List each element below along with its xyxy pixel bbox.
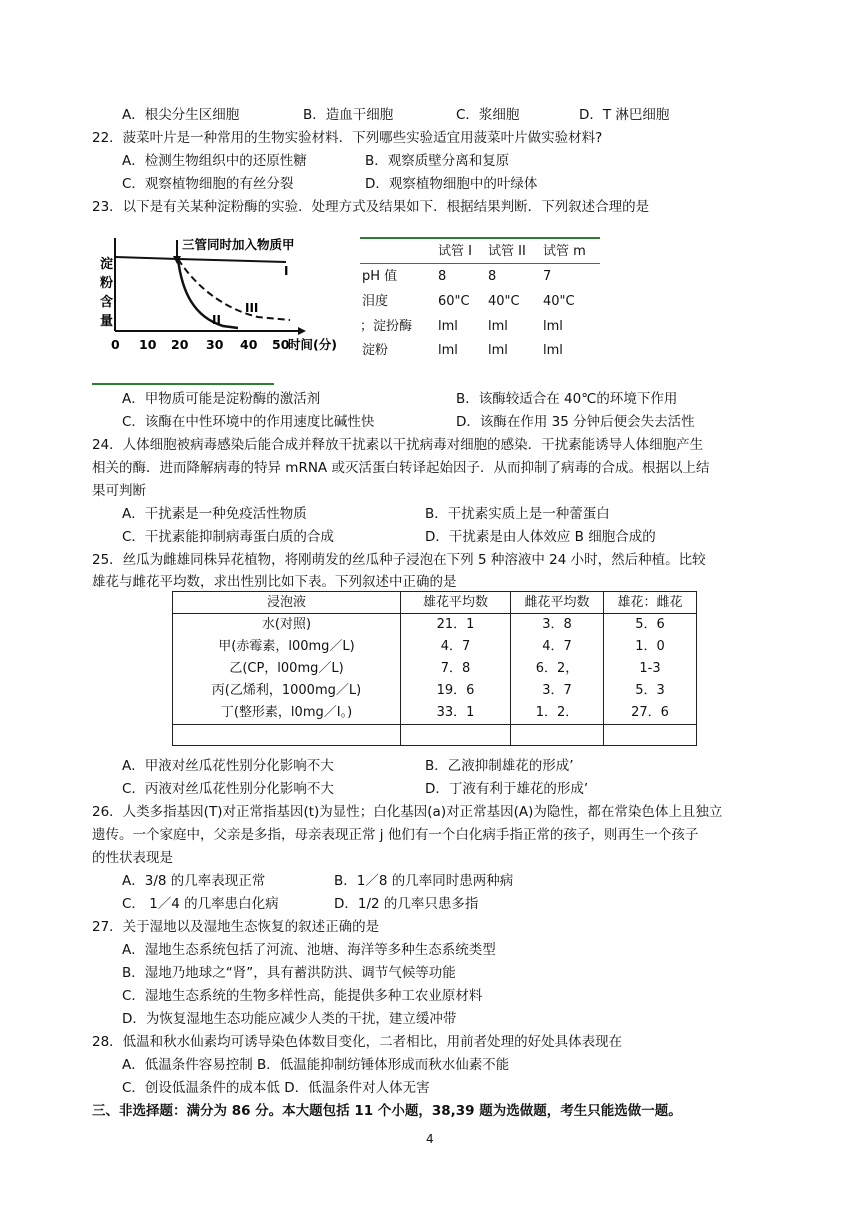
col-header-1: 试管 I [438, 244, 472, 259]
q23-option-a: A．甲物质可能是淀粉酶的激活剂 [122, 391, 321, 407]
table-bottom-rule [92, 383, 274, 385]
q22-option-d: D．观察植物细胞中的叶绿体 [365, 176, 538, 192]
table-header-row [173, 592, 697, 614]
q21-option-b: B．造血干细胞 [303, 107, 394, 123]
q26-option-b: B．1／8 的几率同时患两种病 [334, 873, 514, 889]
chart-annotation: 三管同时加入物质甲 [182, 237, 295, 252]
table-cell: 丙(乙烯利，1000mg／L) [173, 680, 401, 702]
table-row [173, 614, 697, 637]
col-header: 雌花平均数 [511, 592, 604, 614]
table-row [173, 680, 697, 702]
q27-option-a: A．湿地生态系统包括了河流、池塘、海洋等多种生态系统类型 [122, 942, 496, 958]
table-cell: lml [488, 343, 508, 358]
table-cell: 27．6 [604, 702, 697, 725]
table-cell: 7．8 [401, 658, 511, 680]
col-header-2: 试管 II [488, 244, 526, 259]
section-3-heading: 三、非选择题：满分为 86 分。本大题包括 11 个小题，38,39 题为选做题，考生只能选做一题。 [92, 1103, 682, 1119]
q26-stem-line-1: 26．人类多指基因(T)对正常指基因(t)为显性；白化基因(a)对正常基因(A)为隐性，都在常染色体上且独立 [92, 804, 723, 820]
q25-table [172, 591, 697, 746]
row-label: 淀粉 [362, 343, 389, 358]
curve-iii [178, 259, 290, 320]
table-cell: lml [543, 319, 563, 334]
row-label: ；淀扮酶 [360, 319, 413, 334]
q21-option-c: C．浆细胞 [456, 107, 520, 123]
table-cell: 丁(整形素，l0mg／I。) [173, 702, 401, 725]
q28-option-ab: A．低温条件容易控制 B．低温能抑制纺锤体形成而秋水仙素不能 [122, 1057, 510, 1073]
table-cell: 4．7 [511, 636, 604, 658]
q25-stem-line-2: 雄花与雌花平均数，求出性别比如下表。下列叙述中正确的是 [92, 574, 457, 590]
table-cell: 5．3 [604, 680, 697, 702]
chart-xlabel: 时间(分) [288, 337, 337, 352]
q25-option-b: B．乙液抑制雄花的形成’ [425, 758, 574, 774]
curve-label-i: I [284, 264, 289, 278]
q24-option-c: C．干扰素能抑制病毒蛋白质的合成 [122, 529, 334, 545]
q24-option-b: B．干扰素实质上是一种蕾蛋白 [425, 506, 610, 522]
q25-option-a: A．甲液对丝瓜花性别分化影响不大 [122, 758, 334, 774]
q26-stem-line-2: 遗传。一个家庭中，父亲是多指，母亲表现正常 j 他们有一个白化病手指正常的孩子，则再生一个孩子 [92, 827, 699, 843]
table-cell: lml [438, 343, 458, 358]
chart-ylabel-3: 含 [100, 295, 114, 310]
table-cell: 7 [543, 269, 552, 284]
q26-option-a: A．3/8 的几率表现正常 [122, 873, 266, 889]
table-cell: 乙(CP，l00mg／L) [173, 658, 401, 680]
chart-x-arrow [298, 327, 306, 335]
q23-option-d: D．该酶在作用 35 分钟后便会失去活性 [456, 414, 695, 430]
q27-stem: 27．关于湿地以及湿地生态恢复的叙述正确的是 [92, 919, 380, 935]
table-cell [401, 725, 511, 746]
col-header: 雄花平均数 [401, 592, 511, 614]
table-top-rule [360, 237, 600, 239]
q24-stem-line-2: 相关的酶．进而降解病毒的特异 mRNA 或灭活蛋白转译起始因子．从而抑制了病毒的合成。根据以上结 [92, 460, 710, 476]
q27-option-c: C．湿地生态系统的生物多样性高，能提供多种工农业原材料 [122, 988, 483, 1004]
q24-option-d: D．干扰素是由人体效应 B 细胞合成的 [425, 529, 656, 545]
q24-stem-line-1: 24．人体细胞被病毒感染后能合成并释放干扰素以干扰病毒对细胞的感染．干扰素能诱导人体细胞产生 [92, 437, 704, 453]
q26-option-c: C． 1／4 的几率患白化病 [122, 896, 279, 912]
chart-xtick-20: 20 [171, 337, 189, 352]
row-label: pH 值 [362, 269, 398, 284]
table-cell: 1-3 [604, 658, 697, 680]
q21-option-d: D．T 淋巴细胞 [579, 107, 670, 123]
table-cell: 1．0 [604, 636, 697, 658]
col-header: 雄花：雌花 [604, 592, 697, 614]
q25-stem-line-1: 25．丝瓜为雌雄同株异花植物，将刚萌发的丝瓜种子浸泡在下列 5 种溶液中 24 小时，然后种植。比较 [92, 552, 706, 568]
table-row [173, 702, 697, 725]
table-cell: 8 [438, 269, 447, 284]
q22-option-a: A．检测生物组织中的还原性糖 [122, 153, 307, 169]
table-cell: lml [438, 319, 458, 334]
chart-xtick-50: 50 [272, 337, 290, 352]
table-cell: 40"C [543, 294, 575, 309]
q28-stem: 28．低温和秋水仙素均可诱导染色体数目变化，二者相比，用前者处理的好处具体表现在 [92, 1034, 623, 1050]
chart-xtick-40: 40 [240, 337, 258, 352]
q26-option-d: D．1/2 的几率只患多指 [334, 896, 479, 912]
q25-option-c: C．丙液对丝瓜花性别分化影响不大 [122, 781, 334, 797]
chart-xtick-10: 10 [139, 337, 157, 352]
q22-option-c: C．观察植物细胞的有丝分裂 [122, 176, 294, 192]
table-row [173, 658, 697, 680]
q28-option-cd: C．创设低温条件的成本低 D．低温条件对人体无害 [122, 1080, 430, 1096]
starch-curve-chart [98, 232, 348, 354]
table-cell: 19．6 [401, 680, 511, 702]
table-cell: 3．8 [511, 614, 604, 637]
table-cell [511, 725, 604, 746]
q23-stem: 23．以下是有关某种淀粉酶的实验．处理方式及结果如下．根据结果判断．下列叙述合理的是 [92, 199, 650, 215]
table-cell: 水(对照) [173, 614, 401, 637]
chart-ylabel-2: 粉 [100, 276, 114, 291]
col-header-3: 试管 m [543, 244, 586, 259]
q21-option-a: A．根尖分生区细胞 [122, 107, 240, 123]
table-cell [604, 725, 697, 746]
table-cell: 21．1 [401, 614, 511, 637]
table-cell [173, 725, 401, 746]
q26-stem-line-3: 的性状表现是 [92, 850, 173, 866]
chart-ylabel-4: 量 [100, 314, 114, 329]
table-cell: lml [488, 319, 508, 334]
table-cell: 5．6 [604, 614, 697, 637]
table-cell: 8 [488, 269, 497, 284]
q27-option-d: D．为恢复湿地生态功能应减少人类的干扰，建立缓冲带 [122, 1011, 457, 1027]
q24-option-a: A．干扰素是一种免疫活性物质 [122, 506, 307, 522]
table-header-rule [360, 263, 600, 264]
table-cell: 33．1 [401, 702, 511, 725]
q27-option-b: B．湿地乃地球之“肾”，具有蓄洪防洪、调节气候等功能 [122, 965, 456, 981]
table-cell: lml [543, 343, 563, 358]
q23-option-c: C．该酶在中性环境中的作用速度比碱性快 [122, 414, 375, 430]
table-cell: 甲(赤霉素，l00mg／L) [173, 636, 401, 658]
q22-option-b: B．观察质壁分离和复原 [365, 153, 510, 169]
q23-option-b: B．该酶较适合在 40℃的环境下作用 [456, 391, 678, 407]
table-empty-row [173, 725, 697, 746]
table-cell: 60"C [438, 294, 470, 309]
col-header: 浸泡液 [173, 592, 401, 614]
table-cell: 40"C [488, 294, 520, 309]
page-number: 4 [426, 1132, 434, 1146]
table-cell: 3．7 [511, 680, 604, 702]
table-cell: 1．2． [511, 702, 604, 725]
chart-ylabel-1: 淀 [100, 257, 114, 272]
curve-label-iii: III [245, 301, 259, 315]
chart-xtick-0: 0 [111, 337, 120, 352]
table-cell: 6．2， [511, 658, 604, 680]
q25-option-d: D．丁液有利于雄花的形成’ [425, 781, 589, 797]
table-row [173, 636, 697, 658]
q24-stem-line-3: 果可判断 [92, 483, 146, 499]
q22-stem: 22．菠菜叶片是一种常用的生物实验材料．下列哪些实验适宜用菠菜叶片做实验材料? [92, 130, 603, 146]
chart-xtick-30: 30 [206, 337, 224, 352]
curve-label-ii: II [212, 313, 221, 327]
row-label: 泪度 [362, 294, 389, 309]
curve-i [115, 257, 286, 262]
table-cell: 4．7 [401, 636, 511, 658]
